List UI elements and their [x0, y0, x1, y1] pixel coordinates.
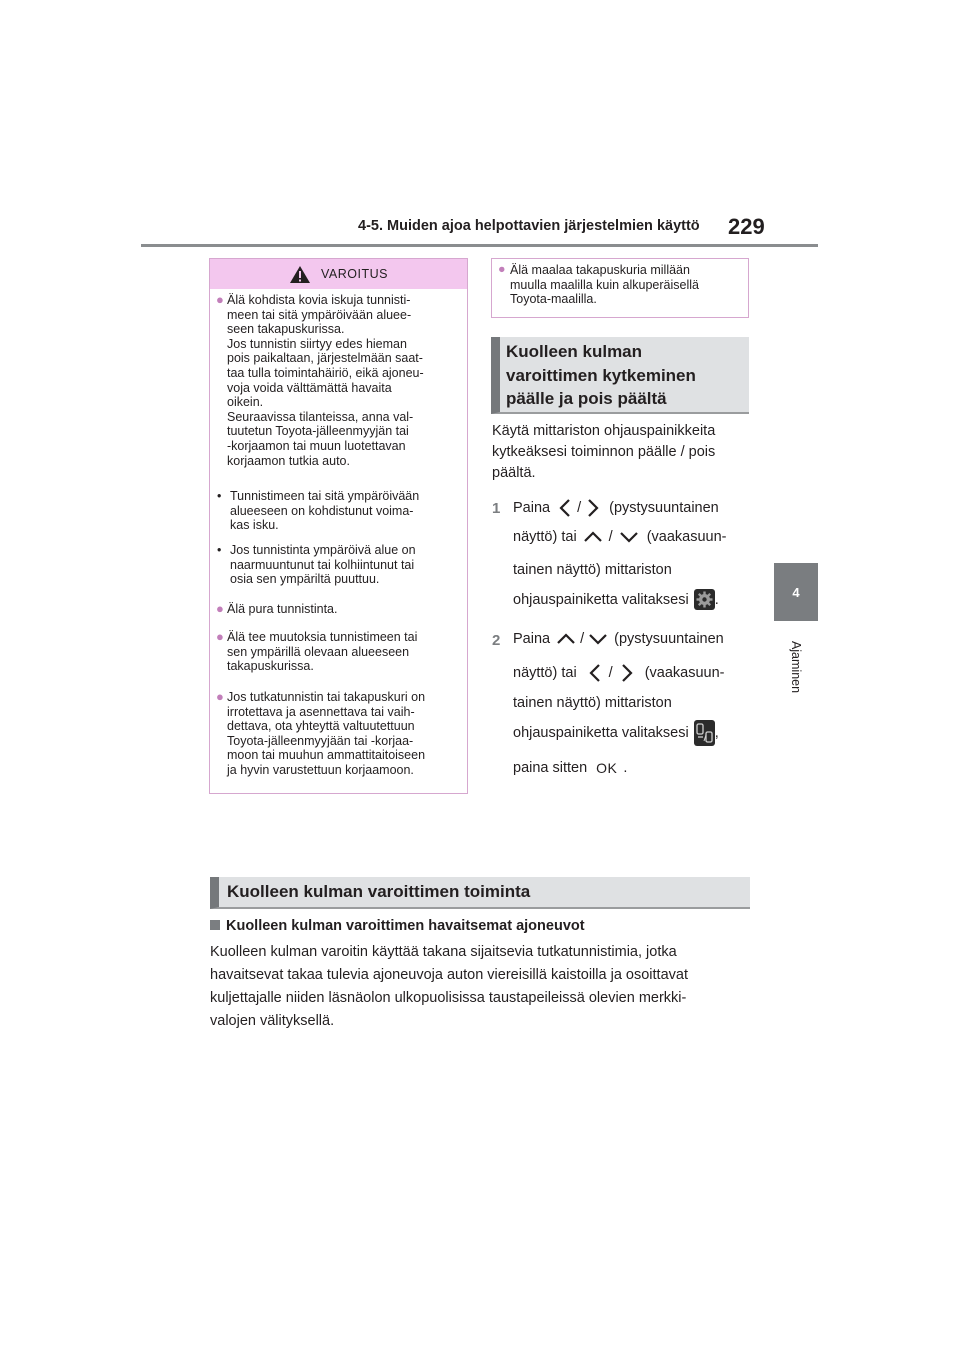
chevron-down-icon — [588, 632, 608, 646]
text: / — [580, 631, 585, 647]
text-line: tuutetun Toyota-jälleenmyyjän tai — [227, 424, 409, 439]
warning-sub-item — [217, 543, 461, 587]
page-number: 229 — [728, 214, 765, 239]
text-line: valojen välityksellä. — [210, 1013, 335, 1029]
text-line: Älä tee muutoksia tunnistimeen tai — [227, 630, 418, 644]
text: (pystysuuntainen — [609, 500, 719, 516]
chapter-label: Ajaminen — [789, 640, 803, 694]
step-line — [513, 562, 672, 578]
chapter-number: 4 — [792, 584, 800, 600]
step-number: 2 — [492, 632, 501, 649]
text-line: takapuskurissa. — [227, 659, 314, 674]
text-line: Älä maalaa takapuskuria millään — [510, 263, 690, 277]
step-line — [513, 695, 672, 711]
paint-note-box — [491, 258, 749, 318]
sub-bullet-icon: • — [217, 489, 222, 503]
text-line: Älä pura tunnistinta. — [227, 602, 338, 616]
text-line: Jos tunnistin siirtyy edes hieman — [227, 336, 407, 351]
square-bullet-icon — [210, 920, 220, 930]
text: tainen näyttö) mittariston — [513, 695, 672, 711]
heading-line: päälle ja pois päältä — [506, 389, 667, 408]
chevron-up-icon — [556, 632, 576, 646]
step-line — [513, 589, 719, 610]
heading-line: Kuolleen kulman — [506, 342, 643, 361]
text-line: dettava, ota yhteyttä valtuutettuun — [227, 719, 415, 734]
blind-spot-monitor-icon — [694, 720, 715, 746]
step-line — [513, 760, 627, 776]
text: / — [608, 665, 613, 681]
text: / — [608, 529, 613, 545]
text-line: voja voida välttämättä havaita — [227, 380, 392, 395]
text-line: Tunnistimeen tai sitä ympäröivään — [230, 489, 420, 503]
step-line — [513, 631, 724, 647]
text: tainen näyttö) mittariston — [513, 562, 672, 578]
text-line: alueeseen on kohdistunut voima- — [230, 503, 414, 518]
bullet-icon: ● — [498, 262, 506, 276]
bullet-icon: ● — [216, 292, 224, 307]
text: näyttö) tai — [513, 665, 577, 681]
warning-item — [216, 602, 460, 617]
bullet-icon: ● — [216, 601, 224, 616]
step-number: 1 — [492, 500, 501, 517]
text: ohjauspainiketta valitaksesi — [513, 591, 689, 608]
text: . — [714, 591, 719, 608]
chapter-tab — [774, 563, 818, 621]
chapter-label-box — [772, 632, 820, 702]
bullet-icon: ● — [216, 629, 224, 644]
warning-item — [216, 630, 460, 674]
text: ohjauspainiketta valitaksesi — [513, 725, 689, 741]
text-line: Jos tunnistinta ympäröivä alue on — [230, 543, 416, 557]
text-line: naarmuuntunut tai kolhiintunut tai — [230, 557, 415, 572]
text-line: moon tai muuhun ammattitaitoiseen — [227, 748, 426, 763]
warning-heading: VAROITUS — [321, 267, 388, 281]
warning-box — [209, 258, 468, 794]
settings-gear-icon — [694, 589, 715, 610]
text: näyttö) tai — [513, 529, 577, 545]
chevron-down-icon — [619, 530, 639, 544]
text-line: taa tulla toimintahäiriö, eikä ajoneu- — [227, 365, 424, 380]
text: / — [577, 500, 582, 516]
section-heading-toggle — [491, 337, 749, 414]
text-line: kas isku. — [230, 518, 279, 533]
text-line: Kuolleen kulman varoitin käyttää takana sijaitsevia tutkatunnistimia, jotka — [210, 944, 677, 960]
text: , — [714, 725, 719, 741]
ok-icon: OK — [596, 760, 618, 776]
body-paragraph — [210, 941, 755, 1033]
section-heading-operation: Kuolleen kulman varoittimen toiminta — [210, 877, 750, 909]
step-2 — [492, 629, 760, 789]
text-line: meen tai sitä ympäröivään aluee- — [227, 307, 412, 322]
warning-sub-item — [217, 489, 461, 533]
text-line: korjaamon tutkia auto. — [227, 453, 350, 468]
section-title: 4-5. Muiden ajoa helpottavien järjestelmien käyttö — [358, 218, 700, 234]
chevron-left-icon — [589, 663, 601, 683]
text-line: kytkeäksesi toiminnon päälle / pois — [492, 444, 716, 460]
text-line: Toyota-maalilla. — [510, 292, 597, 307]
text-line: pois paikaltaan, järjestelmään saat- — [227, 351, 423, 366]
text-line: osia sen ympäriltä puuttuu. — [230, 572, 380, 587]
text-line: muulla maalilla kuin alkuperäisellä — [510, 277, 699, 292]
text-line: Seuraavissa tilanteissa, anna val- — [227, 409, 414, 424]
step-line — [513, 529, 727, 545]
heading-line: varoittimen kytkeminen — [506, 365, 696, 385]
text: (vaakasuun- — [644, 665, 725, 681]
text-line: irrotettava ja asennettava tai vaih- — [227, 704, 415, 719]
warning-item — [216, 690, 460, 778]
text: paina sitten — [513, 760, 588, 776]
step-line — [513, 498, 719, 518]
text-line: ja hyvin varustettuun korjaamoon. — [227, 762, 414, 777]
chevron-up-icon — [583, 530, 603, 544]
text-line: seen takapuskurissa. — [227, 322, 345, 337]
text-line: sen ympärillä olevaan alueeseen — [227, 644, 410, 659]
text: . — [623, 760, 628, 776]
step-line — [513, 720, 719, 746]
text: (pystysuuntainen — [614, 631, 724, 647]
text-line: Jos tutkatunnistin tai takapuskuri on — [227, 690, 426, 704]
text-line: Älä kohdista kovia iskuja tunnisti- — [227, 293, 411, 307]
warning-header — [210, 259, 467, 289]
text: Paina — [513, 631, 551, 647]
text-line: havaitsevat takaa tulevia ajoneuvoja auton viereisillä kaistoilla ja osoittavat — [210, 967, 688, 983]
step-line — [513, 663, 725, 683]
intro-paragraph — [492, 421, 754, 484]
warning-triangle-icon — [289, 265, 311, 284]
text-line: Käytä mittariston ohjauspainikkeita — [492, 423, 716, 439]
bullet-icon: ● — [216, 689, 224, 704]
warning-item — [216, 293, 460, 468]
text-line: oikein. — [227, 395, 264, 410]
text-line: päältä. — [492, 465, 536, 481]
chevron-right-icon — [587, 498, 599, 518]
subheading-text: Kuolleen kulman varoittimen havaitsemat ajoneuvot — [226, 918, 585, 934]
chevron-left-icon — [559, 498, 571, 518]
text-line: -korjaamon tai muun luotettavan — [227, 438, 406, 453]
text: Paina — [513, 500, 551, 516]
sub-bullet-icon: • — [217, 543, 222, 557]
text-line: Toyota-jälleenmyyjään tai -korjaa- — [227, 733, 414, 748]
subheading — [210, 918, 585, 934]
step-1 — [492, 496, 760, 621]
text-line: kuljettajalle niiden läsnäolon ulkopuolisissa taustapeileissä olevien merkki- — [210, 990, 687, 1006]
chevron-right-icon — [621, 663, 633, 683]
text: (vaakasuun- — [646, 529, 727, 545]
header-rule — [141, 244, 818, 247]
